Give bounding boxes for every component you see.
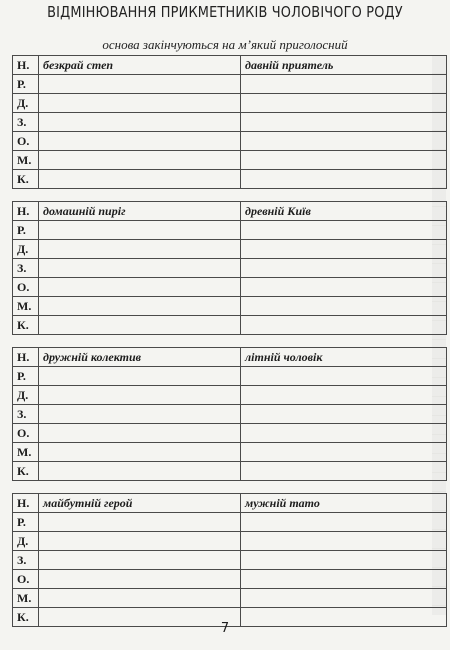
case-row <box>13 151 447 170</box>
case-label: Д. <box>13 532 39 551</box>
case-row <box>13 170 447 189</box>
answer-cell-left[interactable] <box>39 443 241 462</box>
answer-cell-left[interactable] <box>39 513 241 532</box>
case-label: К. <box>13 316 39 335</box>
page-subtitle: основа закінчуються на м’який приголосний <box>102 37 348 52</box>
case-row <box>13 405 447 424</box>
case-label: З. <box>13 405 39 424</box>
phrase-left: дружній колектив <box>39 348 241 367</box>
answer-cell-right[interactable] <box>241 367 447 386</box>
case-label: Н. <box>13 56 39 75</box>
case-row <box>13 75 447 94</box>
case-label: Р. <box>13 513 39 532</box>
answer-cell-left[interactable] <box>39 570 241 589</box>
case-label: Н. <box>13 348 39 367</box>
answer-cell-left[interactable] <box>39 151 241 170</box>
answer-cell-right[interactable] <box>241 221 447 240</box>
answer-cell-right[interactable] <box>241 278 447 297</box>
table-gap <box>12 481 446 493</box>
answer-cell-left[interactable] <box>39 278 241 297</box>
case-row <box>13 443 447 462</box>
answer-cell-left[interactable] <box>39 132 241 151</box>
answer-cell-left[interactable] <box>39 386 241 405</box>
case-label: К. <box>13 170 39 189</box>
case-row <box>13 367 447 386</box>
answer-cell-right[interactable] <box>241 316 447 335</box>
answer-cell-left[interactable] <box>39 316 241 335</box>
case-row <box>13 589 447 608</box>
phrase-left: майбутній герой <box>39 494 241 513</box>
page-title: ВІДМІНЮВАННЯ ПРИКМЕТНИКІВ ЧОЛОВІЧОГО РОДУ <box>47 3 403 21</box>
phrase-left: домашній пиріг <box>39 202 241 221</box>
phrase-right: літній чоловік <box>241 348 447 367</box>
case-row <box>13 297 447 316</box>
answer-cell-right[interactable] <box>241 259 447 278</box>
case-row <box>13 56 447 75</box>
case-label: Р. <box>13 75 39 94</box>
case-label: К. <box>13 608 39 627</box>
case-row <box>13 494 447 513</box>
case-row <box>13 348 447 367</box>
case-label: К. <box>13 462 39 481</box>
case-label: О. <box>13 570 39 589</box>
answer-cell-right[interactable] <box>241 462 447 481</box>
case-label: Р. <box>13 367 39 386</box>
answer-cell-left[interactable] <box>39 75 241 94</box>
case-row <box>13 424 447 443</box>
case-label: О. <box>13 424 39 443</box>
case-row <box>13 240 447 259</box>
table-gap <box>12 189 446 201</box>
case-label: Д. <box>13 94 39 113</box>
answer-cell-right[interactable] <box>241 170 447 189</box>
answer-cell-left[interactable] <box>39 532 241 551</box>
answer-cell-left[interactable] <box>39 589 241 608</box>
declension-tables <box>12 55 446 627</box>
answer-cell-right[interactable] <box>241 386 447 405</box>
declension-table <box>12 347 447 481</box>
case-label: З. <box>13 551 39 570</box>
case-label: Н. <box>13 202 39 221</box>
phrase-left: безкрай степ <box>39 56 241 75</box>
case-label: О. <box>13 278 39 297</box>
answer-cell-right[interactable] <box>241 405 447 424</box>
answer-cell-left[interactable] <box>39 113 241 132</box>
case-label: Д. <box>13 386 39 405</box>
case-label: М. <box>13 589 39 608</box>
answer-cell-right[interactable] <box>241 113 447 132</box>
table-gap <box>12 335 446 347</box>
case-label: М. <box>13 443 39 462</box>
case-label: З. <box>13 259 39 278</box>
answer-cell-right[interactable] <box>241 75 447 94</box>
answer-cell-right[interactable] <box>241 443 447 462</box>
answer-cell-right[interactable] <box>241 94 447 113</box>
phrase-right: древній Київ <box>241 202 447 221</box>
case-row <box>13 316 447 335</box>
case-row <box>13 551 447 570</box>
answer-cell-left[interactable] <box>39 94 241 113</box>
answer-cell-left[interactable] <box>39 405 241 424</box>
answer-cell-right[interactable] <box>241 513 447 532</box>
answer-cell-right[interactable] <box>241 424 447 443</box>
answer-cell-left[interactable] <box>39 221 241 240</box>
case-label: М. <box>13 151 39 170</box>
answer-cell-left[interactable] <box>39 297 241 316</box>
case-row <box>13 513 447 532</box>
answer-cell-right[interactable] <box>241 589 447 608</box>
answer-cell-right[interactable] <box>241 151 447 170</box>
case-label: М. <box>13 297 39 316</box>
phrase-right: мужній тато <box>241 494 447 513</box>
case-row <box>13 221 447 240</box>
declension-table <box>12 55 447 189</box>
case-row <box>13 94 447 113</box>
phrase-right: давній приятель <box>241 56 447 75</box>
case-row <box>13 113 447 132</box>
answer-cell-right[interactable] <box>241 297 447 316</box>
answer-cell-left[interactable] <box>39 462 241 481</box>
answer-cell-left[interactable] <box>39 367 241 386</box>
case-row <box>13 532 447 551</box>
answer-cell-left[interactable] <box>39 259 241 278</box>
answer-cell-left[interactable] <box>39 240 241 259</box>
answer-cell-right[interactable] <box>241 532 447 551</box>
answer-cell-left[interactable] <box>39 170 241 189</box>
answer-cell-right[interactable] <box>241 570 447 589</box>
case-row <box>13 202 447 221</box>
answer-cell-right[interactable] <box>241 240 447 259</box>
declension-table <box>12 201 447 335</box>
case-label: О. <box>13 132 39 151</box>
case-row <box>13 386 447 405</box>
answer-cell-right[interactable] <box>241 551 447 570</box>
case-label: Н. <box>13 494 39 513</box>
answer-cell-left[interactable] <box>39 424 241 443</box>
case-label: Р. <box>13 221 39 240</box>
case-row <box>13 570 447 589</box>
case-row <box>13 462 447 481</box>
answer-cell-right[interactable] <box>241 132 447 151</box>
case-row <box>13 259 447 278</box>
page-number: 7 <box>220 621 230 636</box>
case-row <box>13 132 447 151</box>
case-label: З. <box>13 113 39 132</box>
case-label: Д. <box>13 240 39 259</box>
answer-cell-left[interactable] <box>39 551 241 570</box>
declension-table <box>12 493 447 627</box>
case-row <box>13 278 447 297</box>
